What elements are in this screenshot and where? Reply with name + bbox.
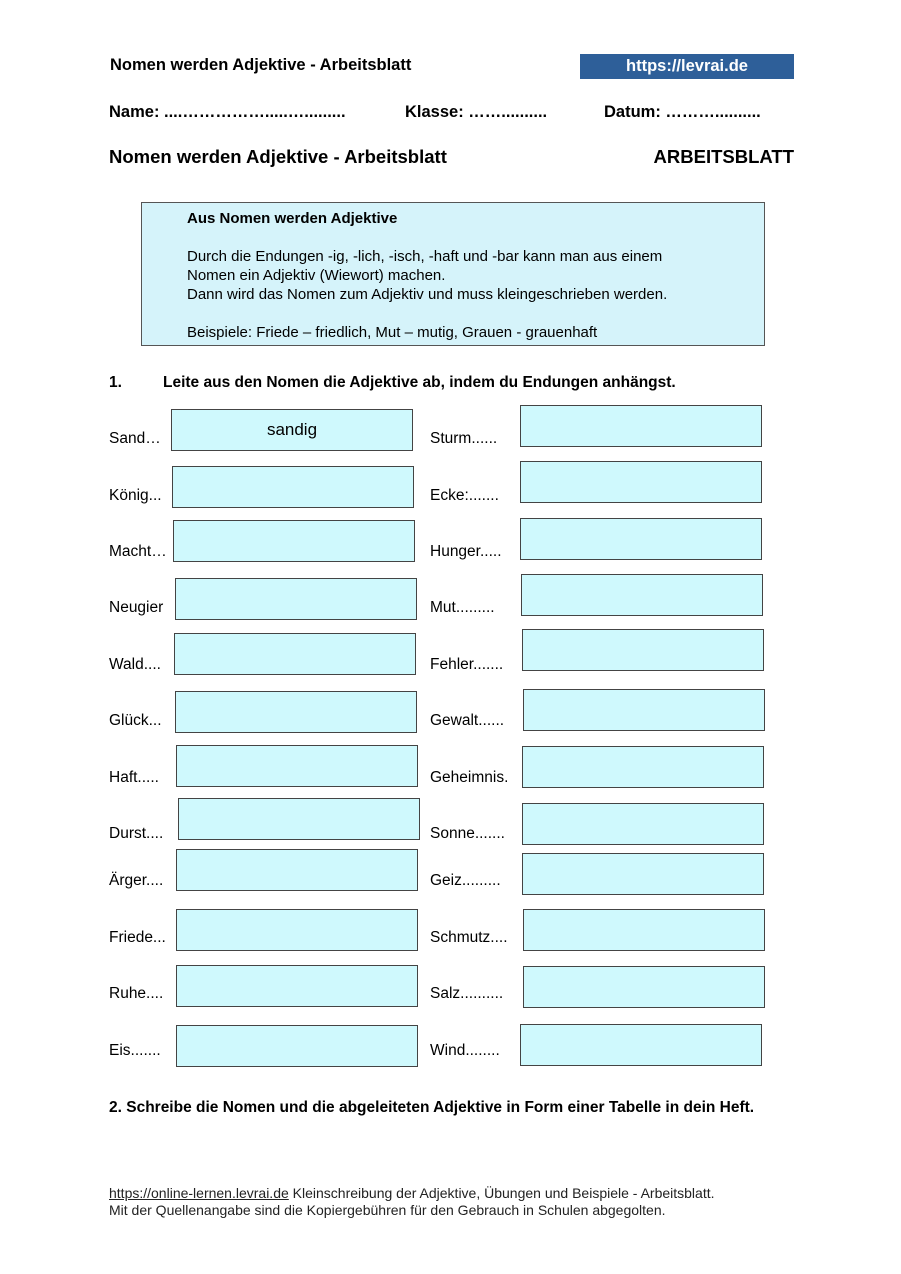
info-line-2: Nomen ein Adjektiv (Wiewort) machen. <box>187 267 446 284</box>
footer-copyright-note: Mit der Quellenangabe sind die Kopiergebühren für den Gebrauch in Schulen abgegolten. <box>109 1202 666 1218</box>
adjective-answer-field[interactable] <box>173 520 415 562</box>
footer-description: Kleinschreibung der Adjektive, Übungen und Beispiele - Arbeitsblatt. <box>288 1185 715 1201</box>
noun-label: Haft..... <box>109 769 159 786</box>
class-line: Klasse: …….......... <box>405 103 548 121</box>
noun-label: Ärger.... <box>109 872 164 889</box>
header-title: Nomen werden Adjektive - Arbeitsblatt <box>110 56 412 74</box>
adjective-answer-field[interactable] <box>523 966 765 1008</box>
adjective-answer-field[interactable] <box>174 633 416 675</box>
task-1-text: Leite aus den Nomen die Adjektive ab, indem du Endungen anhängst. <box>163 374 676 391</box>
adjective-answer-field[interactable] <box>175 578 417 620</box>
worksheet-label: ARBEITSBLATT <box>653 146 794 167</box>
task-2-instruction: 2. Schreibe die Nomen und die abgeleiteten Adjektive in Form einer Tabelle in dein Heft. <box>109 1099 755 1116</box>
noun-label: Glück... <box>109 712 162 729</box>
adjective-answer-field[interactable] <box>522 803 764 845</box>
footer <box>109 1185 829 1219</box>
noun-label: Geheimnis. <box>430 769 509 786</box>
adjective-answer-field[interactable] <box>522 746 764 788</box>
noun-label: Hunger..... <box>430 543 502 560</box>
noun-label: Salz.......... <box>430 985 504 1002</box>
adjective-answer-field[interactable]: sandig <box>171 409 413 451</box>
noun-label: Fehler....... <box>430 656 504 673</box>
adjective-answer-field[interactable] <box>172 466 414 508</box>
noun-label: Schmutz.... <box>430 929 508 946</box>
info-line-1: Durch die Endungen -ig, -lich, -isch, -haft und -bar kann man aus einem <box>187 248 663 265</box>
adjective-answer-field[interactable] <box>520 1024 762 1066</box>
noun-label: Durst.... <box>109 825 164 842</box>
noun-label: Sand… <box>109 430 161 447</box>
adjective-answer-field[interactable] <box>520 405 762 447</box>
worksheet-title: Nomen werden Adjektive - Arbeitsblatt <box>109 146 447 167</box>
noun-label: Wald.... <box>109 656 161 673</box>
footer-source-link[interactable]: https://online-lernen.levrai.de <box>109 1185 289 1201</box>
adjective-answer-field[interactable] <box>522 629 764 671</box>
site-url-badge[interactable]: https://levrai.de <box>580 54 794 79</box>
noun-label: Mut......... <box>430 599 495 616</box>
noun-label: Friede... <box>109 929 166 946</box>
noun-label: Neugier <box>109 599 164 616</box>
noun-label: Geiz......... <box>430 872 501 889</box>
adjective-answer-field[interactable] <box>521 574 763 616</box>
adjective-answer-field[interactable] <box>522 853 764 895</box>
info-line-3: Dann wird das Nomen zum Adjektiv und muss kleingeschrieben werden. <box>187 286 668 303</box>
adjective-answer-field[interactable] <box>520 518 762 560</box>
noun-label: Wind........ <box>430 1042 500 1059</box>
adjective-answer-field[interactable] <box>523 909 765 951</box>
info-heading: Aus Nomen werden Adjektive <box>187 210 398 227</box>
info-box <box>141 202 765 346</box>
adjective-answer-field[interactable] <box>523 689 765 731</box>
noun-label: Macht… <box>109 543 167 560</box>
noun-label: König... <box>109 487 162 504</box>
noun-label: Sturm...... <box>430 430 498 447</box>
task-1-number: 1. <box>109 374 122 391</box>
date-line: Datum: ……….......... <box>604 103 761 121</box>
info-examples: Beispiele: Friede – friedlich, Mut – mutig, Grauen - grauenhaft <box>187 324 598 341</box>
adjective-answer-field[interactable] <box>175 691 417 733</box>
adjective-answer-field[interactable] <box>176 1025 418 1067</box>
adjective-answer-field[interactable] <box>520 461 762 503</box>
noun-label: Ecke:....... <box>430 487 499 504</box>
adjective-answer-field[interactable] <box>176 965 418 1007</box>
adjective-answer-field[interactable] <box>176 745 418 787</box>
name-line: Name: ....…………….....…......... <box>109 103 346 121</box>
noun-label: Sonne....... <box>430 825 505 842</box>
adjective-answer-field[interactable] <box>178 798 420 840</box>
noun-label: Gewalt...... <box>430 712 505 729</box>
adjective-answer-field[interactable] <box>176 849 418 891</box>
task-1-instruction <box>109 374 676 392</box>
noun-label: Ruhe.... <box>109 985 164 1002</box>
adjective-answer-field[interactable] <box>176 909 418 951</box>
noun-label: Eis....... <box>109 1042 161 1059</box>
